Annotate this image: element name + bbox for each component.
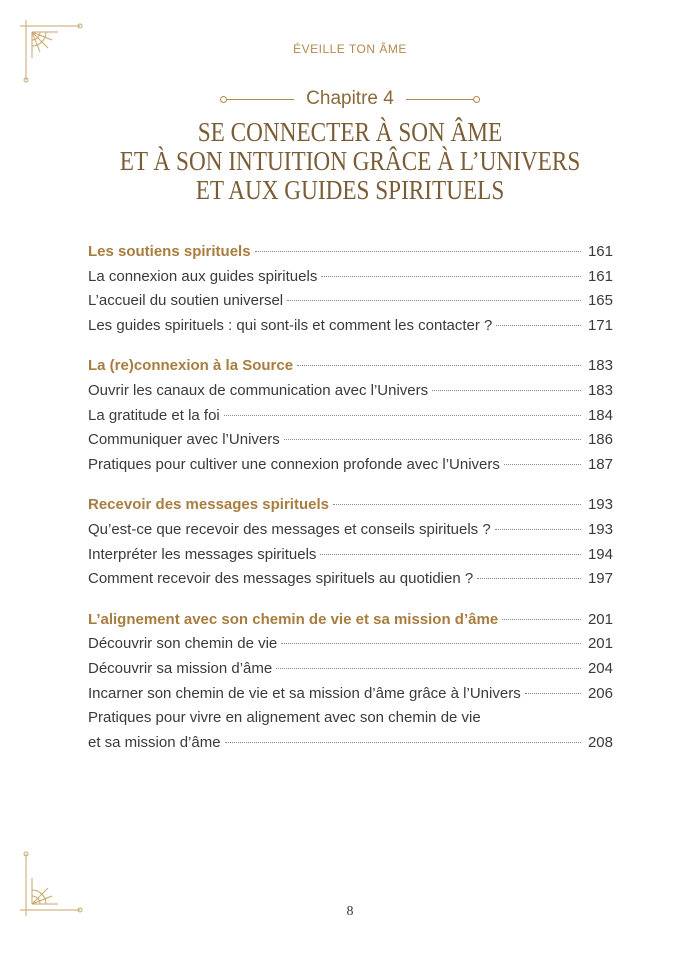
toc-page-number: 171 <box>587 316 613 334</box>
toc-page-number: 183 <box>587 357 613 375</box>
toc-page-number: 201 <box>587 610 613 628</box>
toc-section-heading[interactable] <box>88 493 613 518</box>
leader-dots <box>321 276 581 277</box>
leader-dots <box>287 300 581 301</box>
toc-entry[interactable] <box>88 518 613 543</box>
toc-entry[interactable] <box>88 314 613 339</box>
toc-page-number: 187 <box>587 455 613 473</box>
toc-page-number: 193 <box>587 520 613 538</box>
leader-dots <box>432 390 581 391</box>
leader-dots <box>525 693 581 694</box>
chapter-rule-right <box>406 99 474 100</box>
chapter-label <box>0 88 700 110</box>
leader-dots <box>255 251 581 252</box>
toc-entry-label: La connexion aux guides spirituels <box>88 267 318 285</box>
chapter-title-line: ET À SON INTUITION GRÂCE À L’UNIVERS <box>119 146 581 176</box>
toc-entry-label: Découvrir son chemin de vie <box>88 635 278 653</box>
toc-entry[interactable] <box>88 404 613 429</box>
toc-section <box>88 608 613 756</box>
chapter-rule-left <box>226 99 294 100</box>
toc-page-number: 197 <box>587 570 613 588</box>
running-head: ÉVEILLE TON ÂME <box>293 42 407 56</box>
toc-entry-label: Ouvrir les canaux de communication avec l’Univers <box>88 381 429 399</box>
leader-dots <box>297 365 581 366</box>
toc-entry-label-continued: et sa mission d’âme <box>88 733 221 751</box>
leader-dots <box>224 415 581 416</box>
toc-section <box>88 354 613 477</box>
toc-page-number: 161 <box>587 267 613 285</box>
chapter-title <box>49 118 651 205</box>
toc-entry-label: Pratiques pour vivre en alignement avec son chemin de vie <box>88 709 481 727</box>
leader-dots <box>320 554 581 555</box>
leader-dots <box>276 668 581 669</box>
toc-section <box>88 493 613 591</box>
leader-dots <box>333 504 581 505</box>
toc-page-number: 204 <box>587 659 613 677</box>
toc-heading-label: Recevoir des messages spirituels <box>88 496 329 514</box>
toc-entry-label: Communiquer avec l’Univers <box>88 431 280 449</box>
toc-entry-label: Interpréter les messages spirituels <box>88 545 317 563</box>
toc-page-number: 206 <box>587 684 613 702</box>
toc-section <box>88 240 613 338</box>
toc-entry-label: Découvrir sa mission d’âme <box>88 659 273 677</box>
leader-dots <box>284 439 581 440</box>
toc-page-number: 201 <box>587 635 613 653</box>
table-of-contents <box>88 240 613 771</box>
toc-entry[interactable] <box>88 265 613 290</box>
toc-entry[interactable] <box>88 453 613 478</box>
toc-section-heading[interactable] <box>88 354 613 379</box>
toc-entry[interactable] <box>88 632 613 657</box>
toc-entry-label: La gratitude et la foi <box>88 406 220 424</box>
toc-page-number: 161 <box>587 243 613 260</box>
toc-section-heading[interactable] <box>88 608 613 633</box>
toc-entry[interactable] <box>88 379 613 404</box>
toc-page-number: 165 <box>587 292 613 310</box>
leader-dots <box>504 464 581 465</box>
toc-entry-label: Comment recevoir des messages spirituels au quotidien ? <box>88 570 474 588</box>
toc-entry[interactable] <box>88 706 613 755</box>
leader-dots <box>281 643 581 644</box>
toc-entry-label: Pratiques pour cultiver une connexion profonde avec l’Univers <box>88 455 500 473</box>
toc-entry-label: Incarner son chemin de vie et sa mission d’âme grâce à l’Univers <box>88 684 521 702</box>
page-number: 8 <box>346 904 354 919</box>
toc-entry[interactable] <box>88 657 613 682</box>
toc-page-number: 183 <box>587 381 613 399</box>
toc-entry[interactable] <box>88 543 613 568</box>
toc-entry[interactable] <box>88 428 613 453</box>
toc-entry-label: Qu’est-ce que recevoir des messages et conseils spirituels ? <box>88 520 491 538</box>
toc-entry[interactable] <box>88 289 613 314</box>
toc-heading-label: La (re)connexion à la Source <box>88 357 294 375</box>
toc-page-number: 186 <box>587 431 613 449</box>
toc-entry-label: Les guides spirituels : qui sont-ils et comment les contacter ? <box>88 316 493 334</box>
leader-dots <box>477 578 581 579</box>
toc-entry-label: L’accueil du soutien universel <box>88 292 284 310</box>
chapter-label-text: Chapitre 4 <box>306 88 394 109</box>
leader-dots <box>496 325 581 326</box>
toc-entry[interactable] <box>88 567 613 592</box>
toc-page-number: 194 <box>587 545 613 563</box>
toc-heading-label: L’alignement avec son chemin de vie et sa mission d’âme <box>88 610 499 628</box>
toc-page-number: 193 <box>587 496 613 514</box>
chapter-title-line: SE CONNECTER À SON ÂME <box>197 117 503 147</box>
toc-heading-label: Les soutiens spirituels <box>88 243 251 260</box>
toc-page-number: 208 <box>587 733 613 751</box>
toc-page-number: 184 <box>587 406 613 424</box>
toc-section-heading[interactable] <box>88 240 613 265</box>
leader-dots <box>495 529 581 530</box>
leader-dots <box>225 742 581 743</box>
toc-entry[interactable] <box>88 682 613 707</box>
chapter-title-line: ET AUX GUIDES SPIRITUELS <box>195 175 505 205</box>
leader-dots <box>502 619 581 620</box>
